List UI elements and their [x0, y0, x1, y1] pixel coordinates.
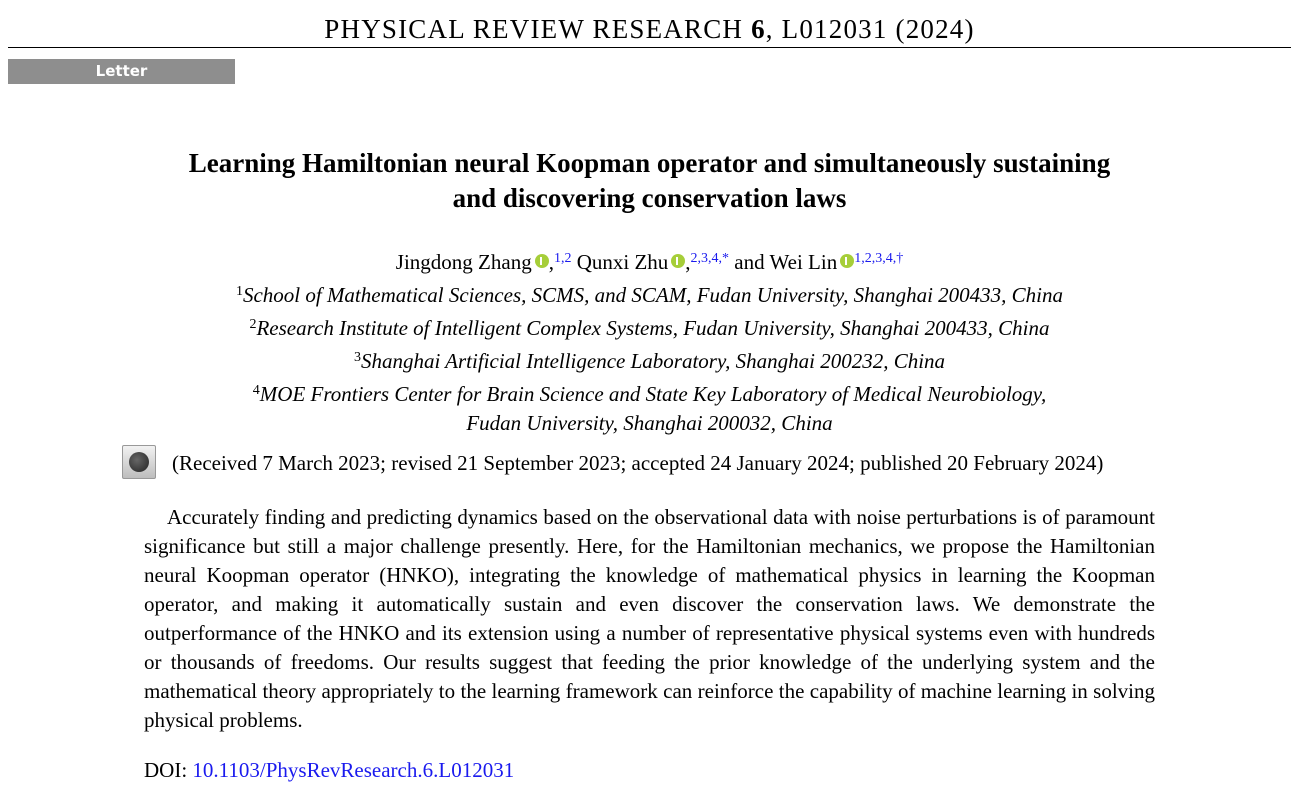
- affiliation-text: Research Institute of Intelligent Complex Systems, Fudan University, Shanghai 200433, China: [256, 316, 1050, 340]
- doi-link[interactable]: 10.1103/PhysRevResearch.6.L012031: [192, 758, 515, 782]
- journal-header: [0, 14, 1299, 45]
- affiliation-line: [0, 277, 1299, 310]
- author-separator: ,: [548, 250, 554, 274]
- journal-name: PHYSICAL REVIEW RESEARCH: [324, 14, 744, 44]
- check-for-updates-icon[interactable]: [122, 445, 156, 479]
- article-type-tag: Letter: [8, 59, 235, 84]
- author-name[interactable]: Wei Lin: [769, 250, 838, 274]
- doi-label: DOI:: [144, 758, 188, 782]
- affiliation-number: 3: [353, 350, 361, 365]
- affiliation-text: MOE Frontiers Center for Brain Science and State Key Laboratory of Medical Neurobiology,: [259, 382, 1047, 406]
- affiliation-line: [0, 376, 1299, 409]
- title-line-1: Learning Hamiltonian neural Koopman operator and simultaneously sustaining: [188, 148, 1111, 178]
- affiliation-number: 4: [252, 383, 260, 398]
- title-line-2: and discovering conservation laws: [452, 183, 847, 213]
- affiliation-text: School of Mathematical Sciences, SCMS, and SCAM, Fudan University, Shanghai 200433, China: [242, 283, 1064, 307]
- author-affil-ref[interactable]: 1,2,3,4,†: [854, 251, 904, 266]
- author-affil-ref[interactable]: 1,2: [553, 251, 572, 266]
- received-dates: (Received 7 March 2023; revised 21 September 2023; accepted 24 January 2024; published 20 February 2024): [172, 451, 1104, 475]
- orcid-icon[interactable]: [671, 254, 685, 268]
- affiliation-text: Shanghai Artificial Intelligence Laboratory, Shanghai 200232, China: [360, 349, 946, 373]
- author-and: and: [734, 250, 765, 274]
- paper-title: [0, 146, 1299, 216]
- orcid-icon[interactable]: [840, 254, 854, 268]
- author-name[interactable]: Jingdong Zhang: [395, 250, 532, 274]
- orcid-icon[interactable]: [535, 254, 549, 268]
- affiliation-line: [0, 409, 1299, 438]
- doi-line: [144, 757, 514, 783]
- affiliation-number: 1: [235, 284, 243, 299]
- affiliation-line: [0, 343, 1299, 376]
- author-affil-ref[interactable]: 2,3,4,*: [690, 251, 730, 266]
- abstract: Accurately finding and predicting dynamics based on the observational data with noise perturbations is of paramount significance but still a major challenge presently. Here, for the Hamiltonian mechanics, we propose the Hamiltonian neural Koopman operator (HNKO), integrating the knowledge of mathematical physics in learning the Koopman operator, and making it automatically sustain and even discover the conservation laws. We demonstrate the outperformance of the HNKO and its extension using a number of representative physical systems even with hundreds or thousands of freedoms. Our results suggest that feeding the prior knowledge of the underlying system and the mathematical theory appropriately to the learning framework can reinforce the capability of machine learning in solving physical problems.: [144, 505, 1155, 732]
- journal-article: , L012031 (2024): [765, 14, 975, 44]
- author-separator: ,: [685, 250, 691, 274]
- affiliation-number: 2: [249, 317, 257, 332]
- journal-volume: 6: [751, 14, 766, 44]
- affiliation-text: Fudan University, Shanghai 200032, China: [466, 411, 833, 435]
- affiliation-line: [0, 310, 1299, 343]
- author-list: [0, 244, 1299, 277]
- affiliation-list: [0, 277, 1299, 438]
- author-name[interactable]: Qunxi Zhu: [576, 250, 669, 274]
- header-rule: [8, 47, 1291, 48]
